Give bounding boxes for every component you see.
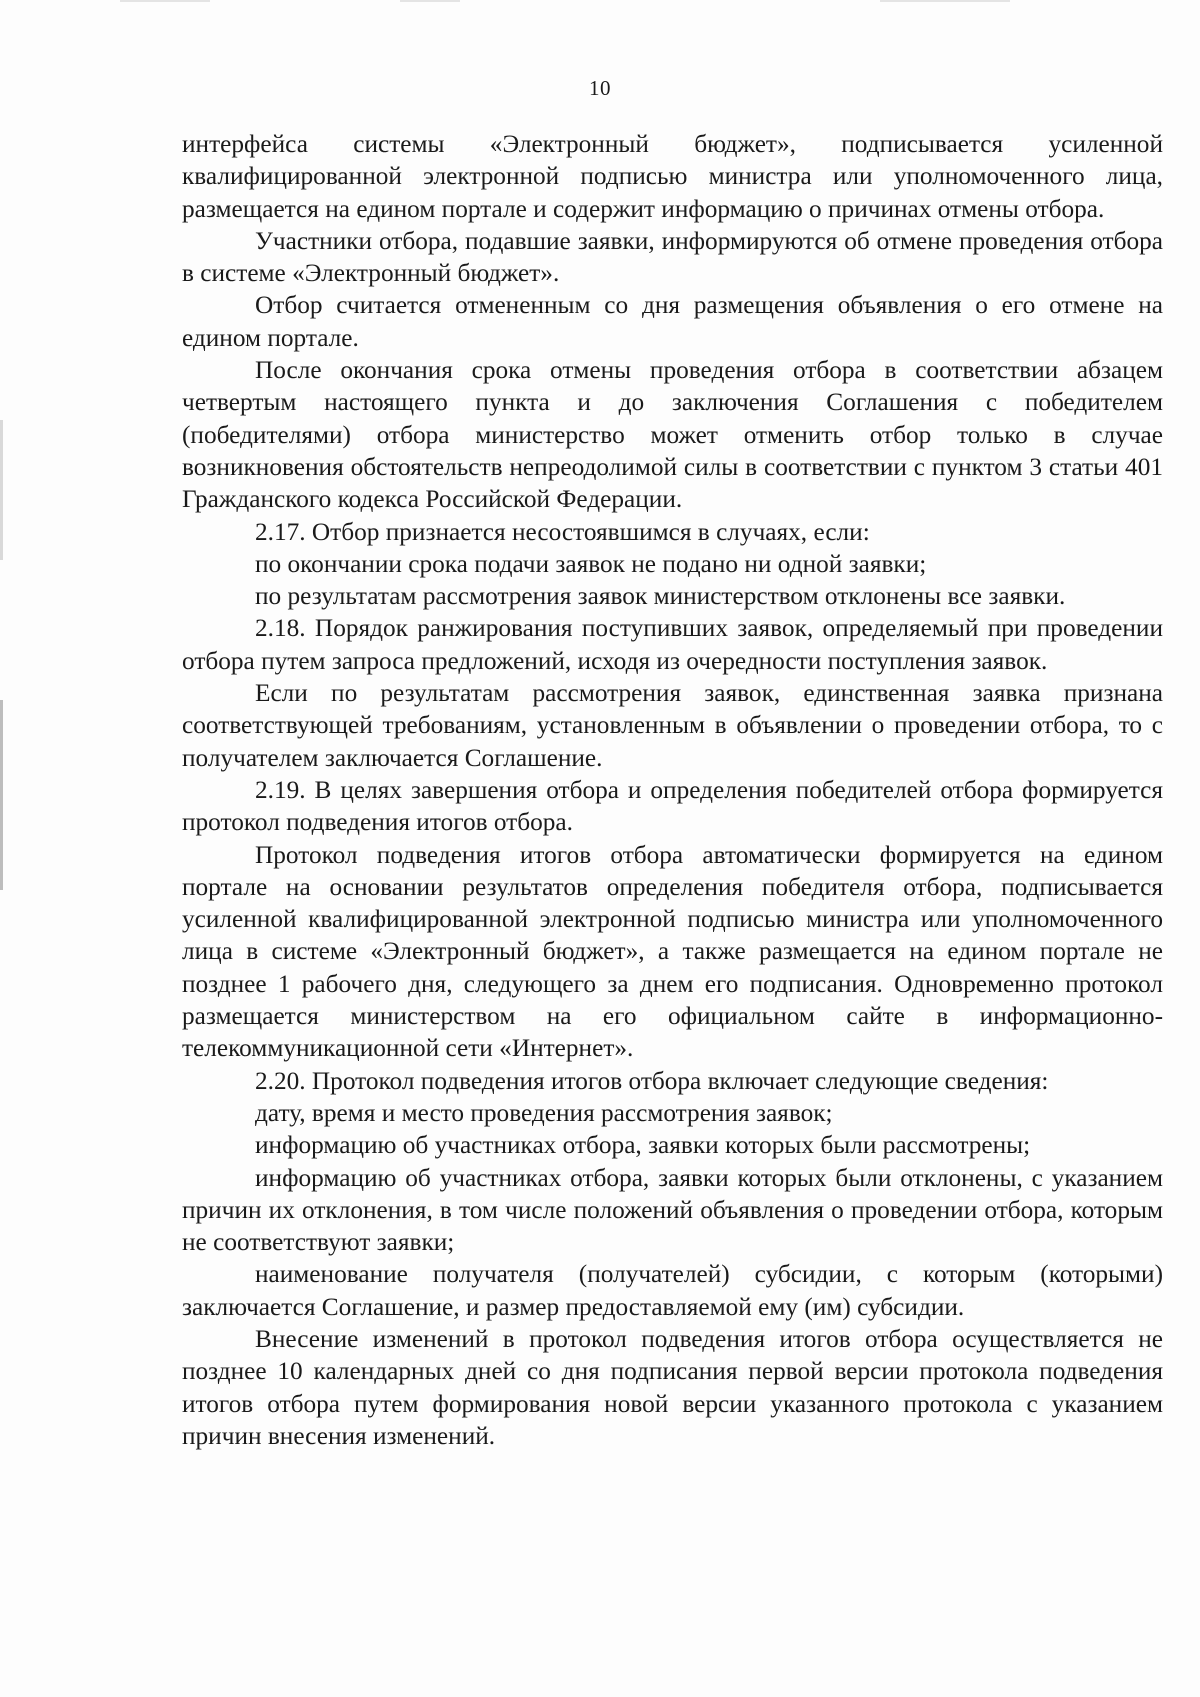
list-item: по окончании срока подачи заявок не подано ни одной заявки;	[255, 549, 927, 578]
scan-artifact	[0, 420, 3, 560]
scan-artifact	[0, 700, 3, 890]
list-item: дату, время и место проведения рассмотрения заявок;	[255, 1098, 833, 1127]
paragraph: После окончания срока отмены проведения отбора в соответствии абзацем четвертым настоящего пункта и до заключения Соглашения с победителем (победителями) отбора министерство может отменить отбор только в случае возникновения обстоятельств непреодолимой силы в соответствии с пунктом 3 статьи 401 Гражданского кодекса Российской Федерации.	[182, 356, 1163, 514]
page-number: 10	[589, 76, 611, 100]
scan-artifact	[880, 0, 1010, 2]
section-heading-2-19: 2.19. В целях завершения отбора и определения победителей отбора формируется протокол подведения итогов отбора.	[182, 775, 1163, 837]
paragraph: Если по результатам рассмотрения заявок, единственная заявка признана соответствующей требованиям, установленным в объявлении о проведении отбора, то с получателем заключается Соглашение.	[182, 679, 1163, 772]
list-item: наименование получателя (получателей) субсидии, с которым (которыми) заключается Соглашение, и размер предоставляемой ему (им) субсидии.	[182, 1260, 1163, 1321]
list-item: информацию об участниках отбора, заявки которых были рассмотрены;	[255, 1131, 1031, 1160]
document-body	[182, 128, 1163, 1452]
section-heading-2-20: 2.20. Протокол подведения итогов отбора включает следующие сведения:	[255, 1066, 1049, 1095]
paragraph: интерфейса системы «Электронный бюджет», подписывается усиленной квалифицированной электронной подписью министра или уполномоченного лица, размещается на едином портале и содержит информацию о причинах отмены отбора.	[182, 130, 1163, 223]
scan-artifact	[400, 0, 460, 2]
paragraph: Участники отбора, подавшие заявки, информируются об отмене проведения отбора в системе «Электронный бюджет».	[182, 226, 1163, 288]
paragraph: Внесение изменений в протокол подведения итогов отбора осуществляется не позднее 10 календарных дней со дня подписания первой версии протокола подведения итогов отбора путем формирования новой версии указанного протокола с указанием причин внесения изменений.	[182, 1324, 1163, 1450]
paragraph: Отбор считается отмененным со дня размещения объявления о его отмене на едином портале.	[182, 291, 1163, 352]
section-heading-2-17: 2.17. Отбор признается несостоявшимся в случаях, если:	[255, 517, 870, 546]
list-item: по результатам рассмотрения заявок министерством отклонены все заявки.	[255, 582, 1066, 611]
paragraph: Протокол подведения итогов отбора автоматически формируется на едином портале на основании результатов определения победителя отбора, подписывается усиленной квалифицированной электронной подписью министра или уполномоченного лица в системе «Электронный бюджет», а также размещается на едином портале не позднее 1 рабочего дня, следующего за днем его подписания. Одновременно протокол размещается министерством на его официальном сайте в информационно-телекоммуникационной сети «Интернет».	[182, 840, 1163, 1063]
list-item: информацию об участниках отбора, заявки которых были отклонены, с указанием причин их отклонения, в том числе положений объявления о проведении отбора, которым не соответствуют заявки;	[182, 1163, 1163, 1257]
scan-artifact	[120, 0, 210, 2]
section-heading-2-18: 2.18. Порядок ранжирования поступивших заявок, определяемый при проведении отбора путем запроса предложений, исходя из очередности поступления заявок.	[182, 614, 1163, 675]
